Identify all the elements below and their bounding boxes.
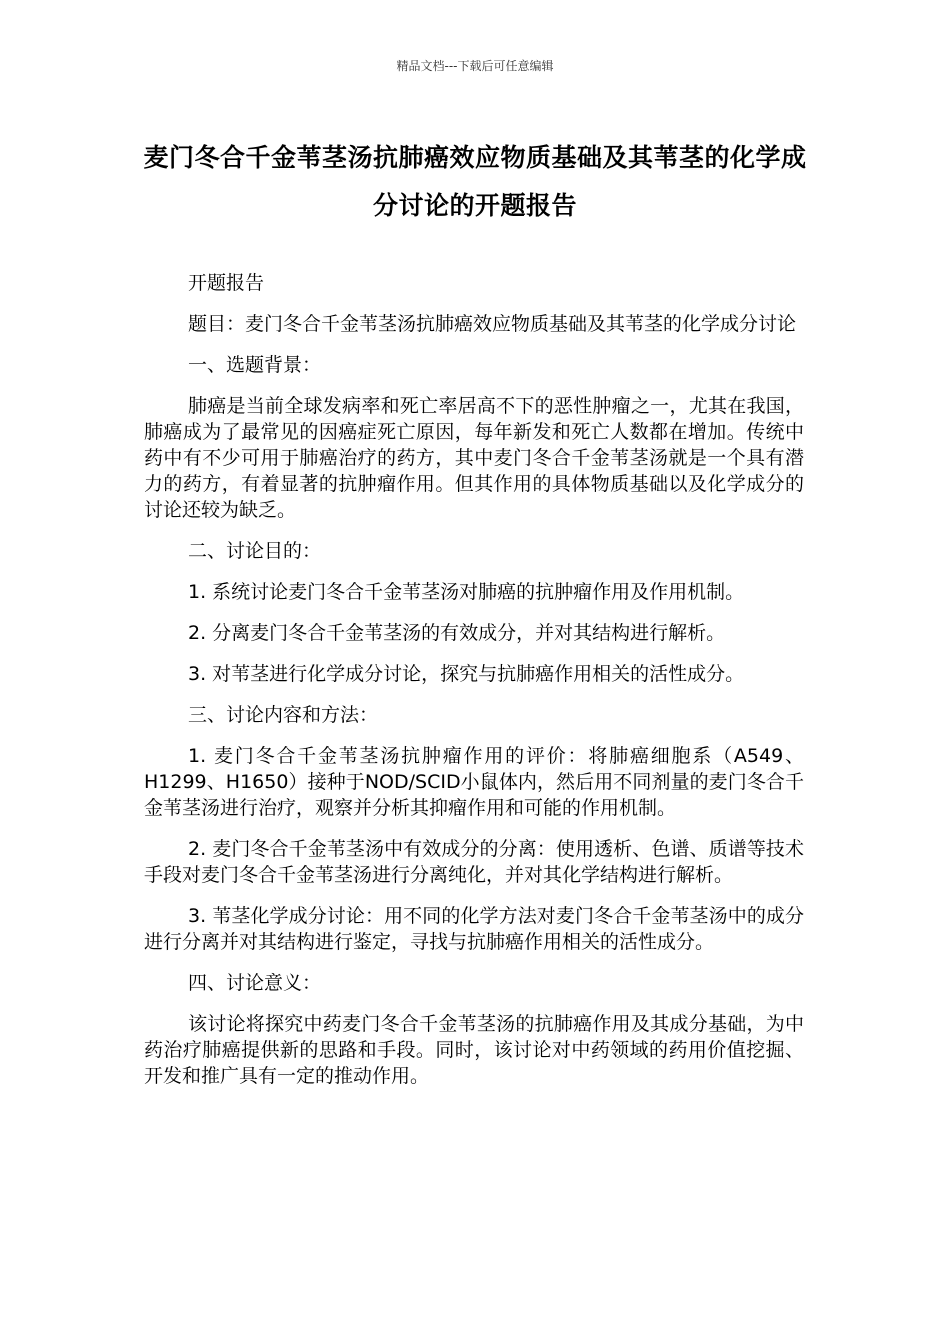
heading-purpose: 二、讨论目的： (188, 540, 322, 562)
topic-paragraph: 题目：麦门冬合千金苇茎汤抗肺癌效应物质基础及其苇茎的化学成分讨论 (188, 313, 797, 335)
background-paragraph: 肺癌是当前全球发病率和死亡率居高不下的恶性肿瘤之一，尤其在我国，肺癌成为了最常见的因癌症死亡原因，每年新发和死亡人数都在增加。传统中药中有不少可用于肺癌治疗的药方，其中麦门冬合千金苇茎汤就是一个具有潜力的药方，有着显著的抗肿瘤作用。但其作用的具体物质基础以及化学成分的讨论还较为缺乏。 (144, 395, 804, 521)
methods-item-1: 1. 麦门冬合千金苇茎汤抗肿瘤作用的评价：将肺癌细胞系（A549、H1299、H1650）接种于NOD/SCID小鼠体内，然后用不同剂量的麦门冬合千金苇茎汤进行治疗，观察并分析其抑瘤作用和可能的作用机制。 (144, 745, 804, 819)
document-body (144, 270, 804, 1104)
methods-item-2: 2. 麦门冬合千金苇茎汤中有效成分的分离：使用透析、色谱、质谱等技术手段对麦门冬合千金苇茎汤进行分离纯化，并对其化学结构进行解析。 (144, 838, 804, 886)
section-label-report: 开题报告 (188, 272, 265, 294)
purpose-item-1: 1. 系统讨论麦门冬合千金苇茎汤对肺癌的抗肿瘤作用及作用机制。 (188, 581, 745, 603)
significance-paragraph: 该讨论将探究中药麦门冬合千金苇茎汤的抗肺癌作用及其成分基础，为中药治疗肺癌提供新的思路和手段。同时，该讨论对中药领域的药用价值挖掘、开发和推广具有一定的推动作用。 (144, 1013, 804, 1087)
heading-methods: 三、讨论内容和方法： (188, 704, 379, 726)
purpose-item-3: 3. 对苇茎进行化学成分讨论，探究与抗肺癌作用相关的活性成分。 (188, 663, 745, 685)
purpose-item-2: 2. 分离麦门冬合千金苇茎汤的有效成分，并对其结构进行解析。 (188, 622, 726, 644)
heading-background: 一、选题背景： (188, 354, 322, 376)
heading-significance: 四、讨论意义： (188, 972, 322, 994)
document-title: 麦门冬合千金苇茎汤抗肺癌效应物质基础及其苇茎的化学成分讨论的开题报告 (143, 143, 807, 220)
page-header: 精品文档---下载后可任意编辑 (396, 59, 554, 73)
methods-item-3: 3. 苇茎化学成分讨论：用不同的化学方法对麦门冬合千金苇茎汤中的成分进行分离并对其结构进行鉴定，寻找与抗肺癌作用相关的活性成分。 (144, 905, 804, 953)
